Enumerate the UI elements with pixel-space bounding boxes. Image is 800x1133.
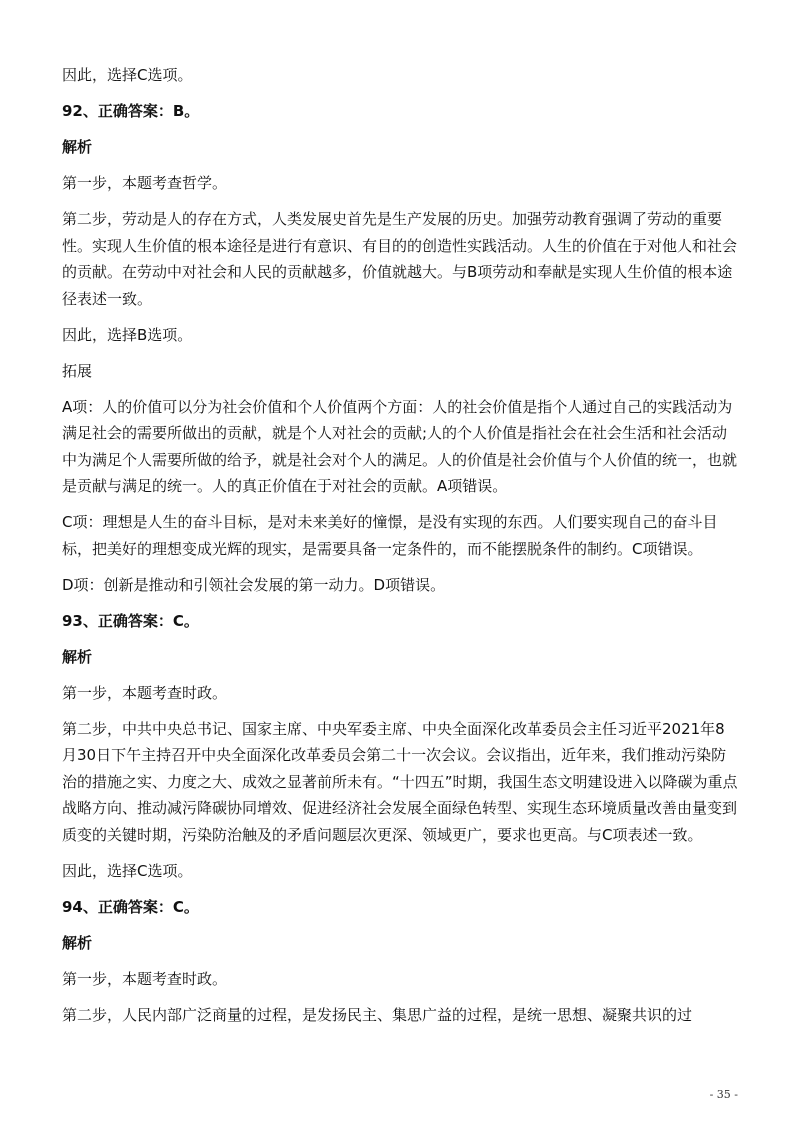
paragraph: 第二步，劳动是人的存在方式，人类发展史首先是生产发展的历史。加强劳动教育强调了劳动的重要性。实现人生价值的根本途径是进行有意识、有目的的创造性实践活动。人生的价值在于对他人和社会的贡献。在劳动中对社会和人民的贡献越多，价值就越大。与B项劳动和奉献是实现人生价值的根本途径表述一致。 xyxy=(62,210,738,308)
paragraph: 第二步，中共中央总书记、国家主席、中央军委主席、中央全面深化改革委员会主任习近平2021年8月30日下午主持召开中央全面深化改革委员会第二十一次会议。会议指出，近年来，我们推动污染防治的措施之实、力度之大、成效之显著前所未有。“十四五”时期，我国生态文明建设进入以降碳为重点战略方向、推动减污降碳协同增效、促进经济社会发展全面绿色转型、实现生态环境质量改善由量变到质变的关键时期，污染防治触及的矛盾问题层次更深、领域更广，要求也更高。与C项表述一致。 xyxy=(62,719,738,844)
answer-heading-92: 92、正确答案：B。 xyxy=(62,102,200,120)
paragraph: 第一步，本题考查时政。 xyxy=(62,969,228,988)
paragraph: 第二步，人民内部广泛商量的过程，是发扬民主、集思广益的过程，是统一思想、凝聚共识的过 xyxy=(62,1005,693,1024)
answer-heading-93: 93、正确答案：C。 xyxy=(62,611,199,630)
paragraph: 第一步，本题考查哲学。 xyxy=(62,174,228,192)
document-body xyxy=(62,62,738,1038)
page-number: - 35 - xyxy=(709,1088,738,1101)
analysis-heading: 解析 xyxy=(62,138,93,156)
paragraph: C项：理想是人生的奋斗目标，是对未来美好的憧憬，是没有实现的东西。人们要实现自己的奋斗目标，把美好的理想变成光辉的现实，是需要具备一定条件的，而不能摆脱条件的制约。C项错误。 xyxy=(62,513,718,558)
extension-label: 拓展 xyxy=(62,361,93,380)
paragraph: D项：创新是推动和引领社会发展的第一动力。D项错误。 xyxy=(62,575,446,594)
paragraph: 因此，选择B选项。 xyxy=(62,325,193,344)
paragraph: 因此，选择C选项。 xyxy=(62,861,193,880)
paragraph: 第一步，本题考查时政。 xyxy=(62,683,228,702)
paragraph: 因此，选择C选项。 xyxy=(62,66,193,84)
analysis-heading: 解析 xyxy=(62,647,93,666)
answer-heading-94: 94、正确答案：C。 xyxy=(62,897,199,916)
analysis-heading: 解析 xyxy=(62,933,93,952)
paragraph: A项：人的价值可以分为社会价值和个人价值两个方面：人的社会价值是指个人通过自己的实践活动为满足社会的需要所做出的贡献，就是个人对社会的贡献;人的个人价值是指社会在社会生活和社会活动中为满足个人需要所做的给予，就是社会对个人的满足。人的价值是社会价值与个人价值的统一，也就是贡献与满足的统一。人的真正价值在于对社会的贡献。A项错误。 xyxy=(62,397,738,495)
